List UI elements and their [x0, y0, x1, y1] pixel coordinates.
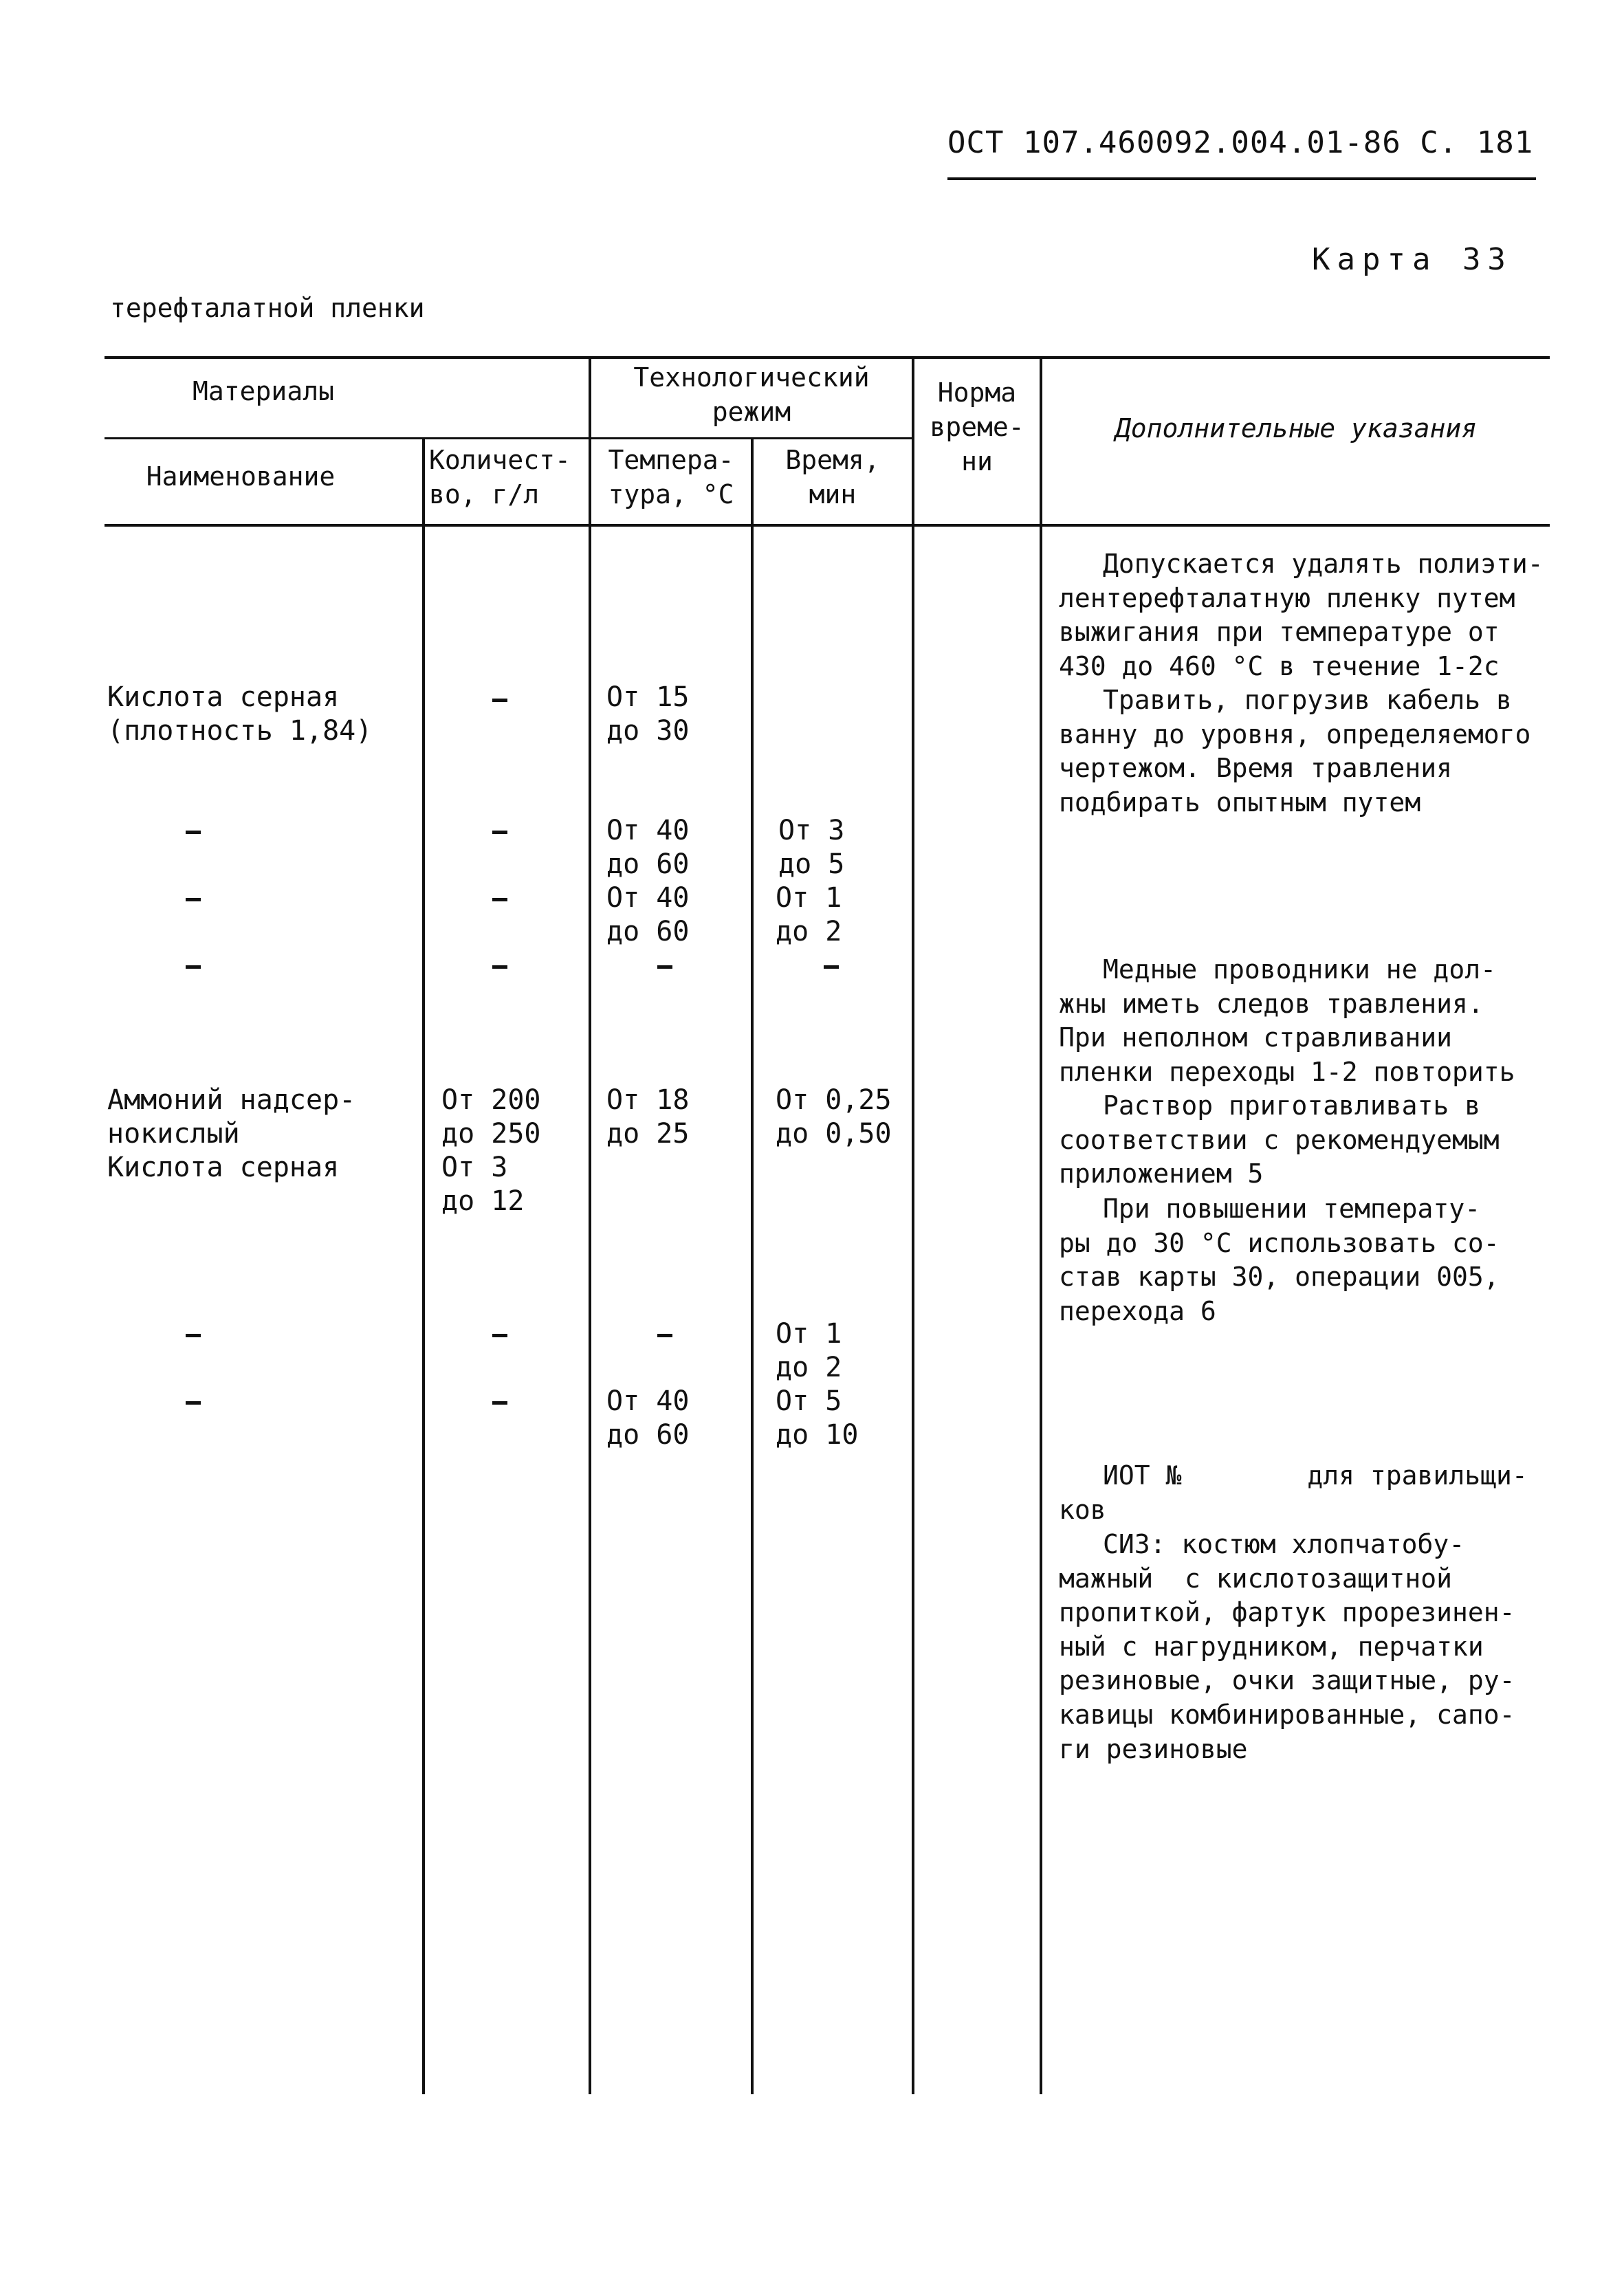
header-quantity: Количест- во, г/л: [429, 445, 571, 509]
note-block: [1059, 1459, 1561, 1527]
table-cell-time: От 5 до 10: [776, 1385, 859, 1451]
dash-mark: [186, 831, 201, 834]
header-time: Время, мин: [785, 445, 880, 509]
table-cell-temperature: От 40 до 60: [606, 882, 690, 947]
column-divider: [912, 356, 914, 2094]
dash-mark: [186, 1334, 201, 1337]
table-cell-name: Аммоний надсер- нокислый Кислота серная: [107, 1084, 356, 1183]
table-cell-quantity: От 200 до 250 От 3 до 12: [441, 1084, 541, 1217]
note-paragraph: Травить, погрузив кабель в ванну до уровня, определяемого чертежом. Время травления подбирать опытным путем: [1059, 685, 1531, 817]
dash-mark: [824, 965, 839, 969]
table-cell-time: От 1 до 2: [776, 1318, 842, 1383]
note-paragraph: При повышении температу- ры до 30 °С использовать со- став карты 30, операции 005, перехода 6: [1059, 1194, 1500, 1326]
header-materials: Материалы: [193, 376, 334, 406]
dash-mark: [492, 965, 507, 969]
note-block: [1059, 683, 1561, 820]
note-block: [1059, 1089, 1561, 1192]
header-notes: Дополнительные указания: [1115, 413, 1478, 443]
table-cell-temperature: От 40 до 60: [606, 1385, 690, 1451]
table-cell-name: Кислота серная (плотность 1,84): [107, 681, 373, 747]
header-rule: [947, 177, 1536, 180]
dash-mark: [657, 1334, 672, 1337]
note-paragraph: Раствор приготавливать в соответствии с рекомендуемым приложением 5: [1059, 1090, 1500, 1189]
dash-mark: [186, 898, 201, 901]
dash-mark: [492, 898, 507, 901]
card-subtitle: терефталатной пленки: [110, 293, 425, 323]
note-block: [1059, 953, 1561, 1089]
note-paragraph: ИОТ № для травильщи- ков: [1059, 1460, 1528, 1525]
header-norm: Норма време- ни: [930, 377, 1024, 476]
header-name: Наименование: [146, 461, 336, 492]
header-mid-rule: [105, 437, 914, 439]
table-cell-time: От 1 до 2: [776, 882, 842, 947]
dash-mark: [657, 965, 672, 969]
note-paragraph: СИЗ: костюм хлопчатобу- мажный с кислотозащитной пропиткой, фартук прорезинен- ный с нагрудником, перчатки резиновые, очки защитные, ру- кавицы комбинированные, сапо- ги резиновые: [1059, 1529, 1515, 1764]
table-cell-temperature: От 18 до 25: [606, 1084, 690, 1150]
note-block: [1059, 1528, 1561, 1766]
card-title: Карта 33: [1312, 242, 1513, 277]
note-paragraph: Допускается удалять полиэти- лентерефталатную пленку путем выжигания при температуре от 430 до 460 °С в течение 1-2с: [1059, 549, 1544, 681]
table-cell-time: От 3 до 5: [778, 815, 845, 880]
table-top-rule: [105, 356, 1550, 359]
header-bottom-rule: [105, 524, 1550, 527]
dash-mark: [492, 1401, 507, 1405]
table-cell-time: От 0,25 до 0,50: [776, 1084, 892, 1150]
table-cell-temperature: От 40 до 60: [606, 815, 690, 880]
header-temperature: Темпера- тура, °С: [608, 445, 734, 509]
column-divider: [751, 437, 754, 2094]
column-divider: [589, 356, 591, 2094]
dash-mark: [492, 831, 507, 834]
table-cell-temperature: От 15 до 30: [606, 681, 690, 747]
document-reference: ОСТ 107.460092.004.01-86 С. 181: [947, 125, 1534, 160]
column-divider: [422, 437, 425, 2094]
dash-mark: [492, 1334, 507, 1337]
dash-mark: [186, 1401, 201, 1405]
note-block: [1059, 1192, 1561, 1328]
dash-mark: [186, 965, 201, 969]
dash-mark: [492, 699, 507, 702]
column-divider: [1040, 356, 1042, 2094]
header-tech-mode: Технологический режим: [633, 362, 870, 427]
note-paragraph: Медные проводники не дол- жны иметь следов травления. При неполном стравливании пленки переходы 1-2 повторить: [1059, 954, 1515, 1087]
note-block: [1059, 547, 1561, 683]
